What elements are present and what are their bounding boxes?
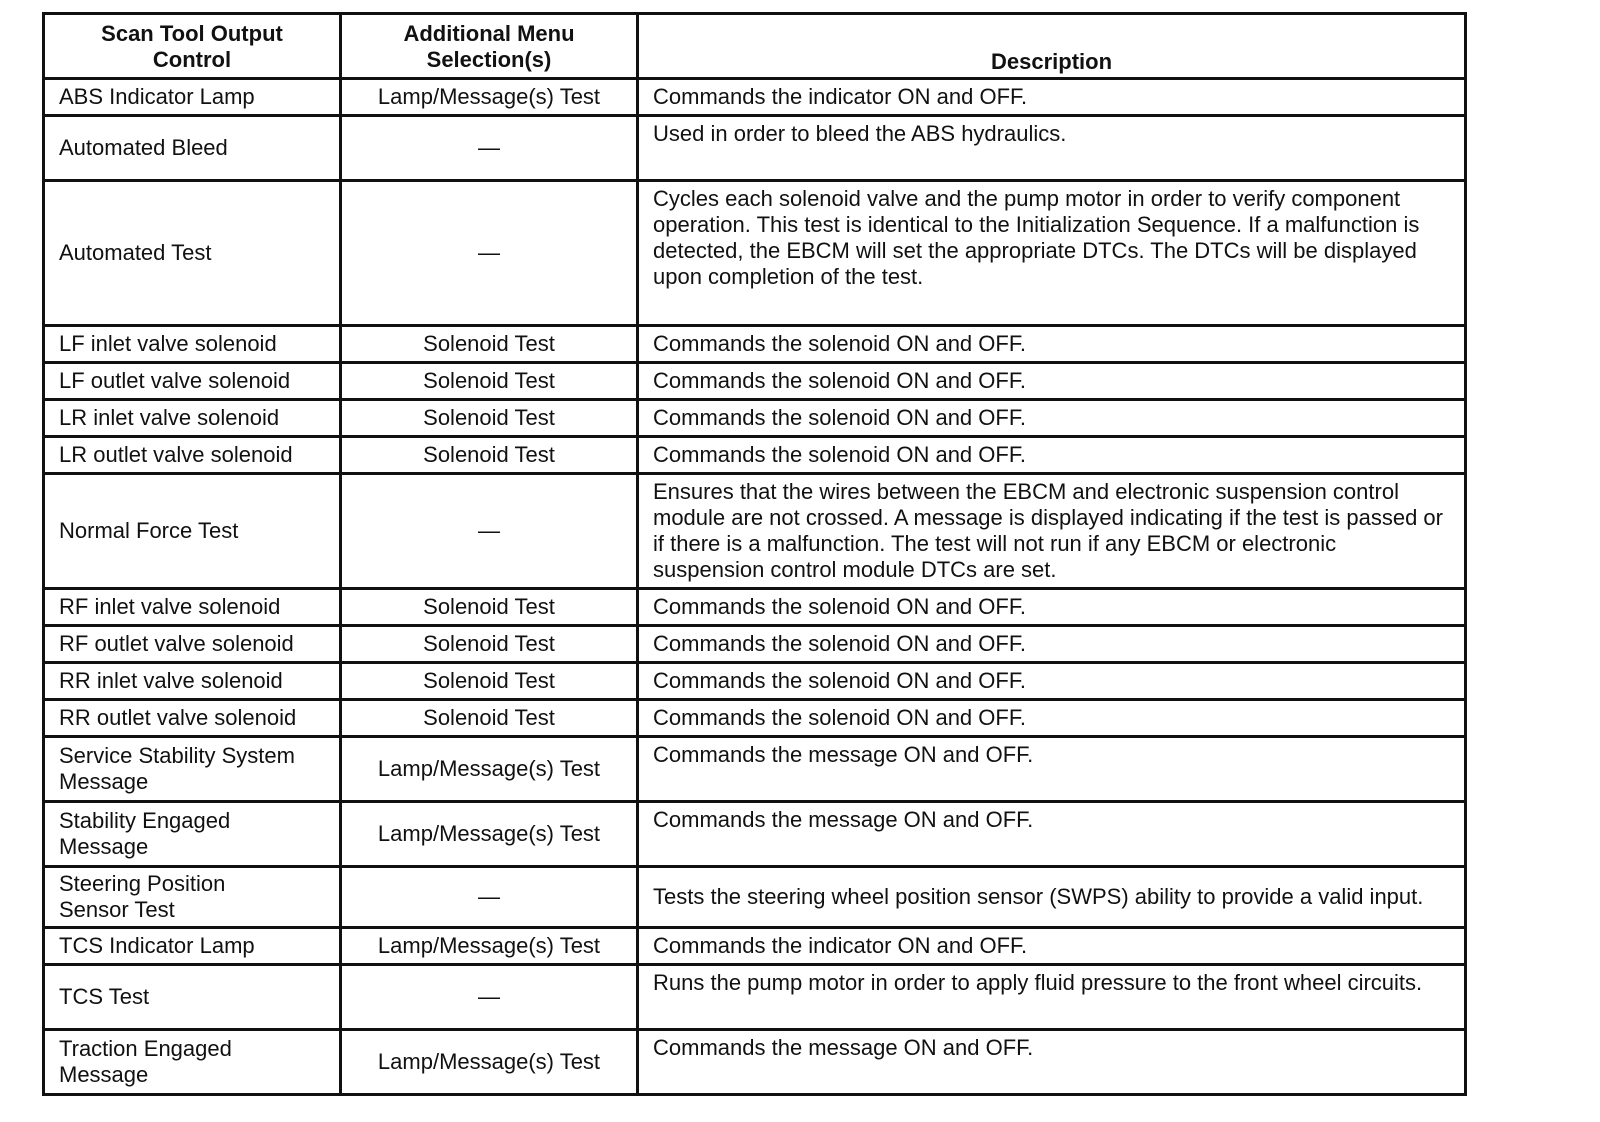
table-row xyxy=(44,1030,1466,1095)
table-header-row xyxy=(44,14,1466,79)
header-description: Description xyxy=(638,14,1466,79)
cell-menu: — xyxy=(341,181,638,326)
cell-control: Steering Position Sensor Test xyxy=(44,867,341,928)
table-row xyxy=(44,589,1466,626)
table-row xyxy=(44,737,1466,802)
cell-description: Commands the message ON and OFF. xyxy=(638,737,1466,802)
table-row xyxy=(44,626,1466,663)
cell-control: Traction Engaged Message xyxy=(44,1030,341,1095)
cell-control: RF inlet valve solenoid xyxy=(44,589,341,626)
cell-menu: Solenoid Test xyxy=(341,437,638,474)
cell-description: Commands the indicator ON and OFF. xyxy=(638,79,1466,116)
cell-menu: Solenoid Test xyxy=(341,326,638,363)
table-row xyxy=(44,700,1466,737)
cell-menu: Lamp/Message(s) Test xyxy=(341,928,638,965)
cell-menu: — xyxy=(341,965,638,1030)
header-additional-menu-selections: Additional Menu Selection(s) xyxy=(341,14,638,79)
cell-control: Normal Force Test xyxy=(44,474,341,589)
cell-menu: — xyxy=(341,116,638,181)
cell-description: Commands the solenoid ON and OFF. xyxy=(638,326,1466,363)
header-scan-tool-output-control: Scan Tool Output Control xyxy=(44,14,341,79)
table-row xyxy=(44,802,1466,867)
table-row xyxy=(44,326,1466,363)
cell-description: Used in order to bleed the ABS hydraulics. xyxy=(638,116,1466,181)
table-row xyxy=(44,400,1466,437)
cell-control: Automated Test xyxy=(44,181,341,326)
cell-menu: Solenoid Test xyxy=(341,663,638,700)
cell-control: ABS Indicator Lamp xyxy=(44,79,341,116)
table-row xyxy=(44,116,1466,181)
cell-description: Commands the message ON and OFF. xyxy=(638,802,1466,867)
cell-menu: Lamp/Message(s) Test xyxy=(341,802,638,867)
cell-control: LR outlet valve solenoid xyxy=(44,437,341,474)
cell-description: Commands the solenoid ON and OFF. xyxy=(638,400,1466,437)
table-row xyxy=(44,928,1466,965)
table-row xyxy=(44,965,1466,1030)
cell-menu: Solenoid Test xyxy=(341,400,638,437)
table-row xyxy=(44,79,1466,116)
cell-control: Service Stability System Message xyxy=(44,737,341,802)
cell-menu: Solenoid Test xyxy=(341,700,638,737)
table-row xyxy=(44,181,1466,326)
cell-menu: Lamp/Message(s) Test xyxy=(341,1030,638,1095)
cell-control: Automated Bleed xyxy=(44,116,341,181)
cell-control: Stability Engaged Message xyxy=(44,802,341,867)
cell-control: RF outlet valve solenoid xyxy=(44,626,341,663)
cell-description: Commands the solenoid ON and OFF. xyxy=(638,700,1466,737)
cell-description: Commands the message ON and OFF. xyxy=(638,1030,1466,1095)
cell-control: LF outlet valve solenoid xyxy=(44,363,341,400)
cell-description: Ensures that the wires between the EBCM and electronic suspension control module are not crossed. A message is displayed indicating if the test is passed or if there is a malfunction. The test will not run if any EBCM or electronic suspension control module DTCs are set. xyxy=(638,474,1466,589)
table-row xyxy=(44,474,1466,589)
cell-description: Tests the steering wheel position sensor (SWPS) ability to provide a valid input. xyxy=(638,867,1466,928)
cell-description: Commands the solenoid ON and OFF. xyxy=(638,589,1466,626)
cell-menu: Solenoid Test xyxy=(341,626,638,663)
cell-control: LR inlet valve solenoid xyxy=(44,400,341,437)
cell-description: Commands the indicator ON and OFF. xyxy=(638,928,1466,965)
cell-description: Commands the solenoid ON and OFF. xyxy=(638,363,1466,400)
cell-description: Commands the solenoid ON and OFF. xyxy=(638,437,1466,474)
cell-menu: Lamp/Message(s) Test xyxy=(341,79,638,116)
scan-tool-output-table xyxy=(42,12,1467,1096)
table-row xyxy=(44,663,1466,700)
cell-description: Runs the pump motor in order to apply fluid pressure to the front wheel circuits. xyxy=(638,965,1466,1030)
cell-menu: Solenoid Test xyxy=(341,363,638,400)
cell-control: TCS Indicator Lamp xyxy=(44,928,341,965)
table-row xyxy=(44,867,1466,928)
table-row xyxy=(44,363,1466,400)
cell-control: LF inlet valve solenoid xyxy=(44,326,341,363)
cell-description: Cycles each solenoid valve and the pump motor in order to verify component operation. This test is identical to the Initialization Sequence. If a malfunction is detected, the EBCM will set the appropriate DTCs. The DTCs will be displayed upon completion of the test. xyxy=(638,181,1466,326)
cell-menu: — xyxy=(341,867,638,928)
cell-description: Commands the solenoid ON and OFF. xyxy=(638,663,1466,700)
cell-control: RR inlet valve solenoid xyxy=(44,663,341,700)
cell-control: TCS Test xyxy=(44,965,341,1030)
cell-control: RR outlet valve solenoid xyxy=(44,700,341,737)
cell-description: Commands the solenoid ON and OFF. xyxy=(638,626,1466,663)
cell-menu: Solenoid Test xyxy=(341,589,638,626)
cell-menu: Lamp/Message(s) Test xyxy=(341,737,638,802)
table-row xyxy=(44,437,1466,474)
cell-menu: — xyxy=(341,474,638,589)
